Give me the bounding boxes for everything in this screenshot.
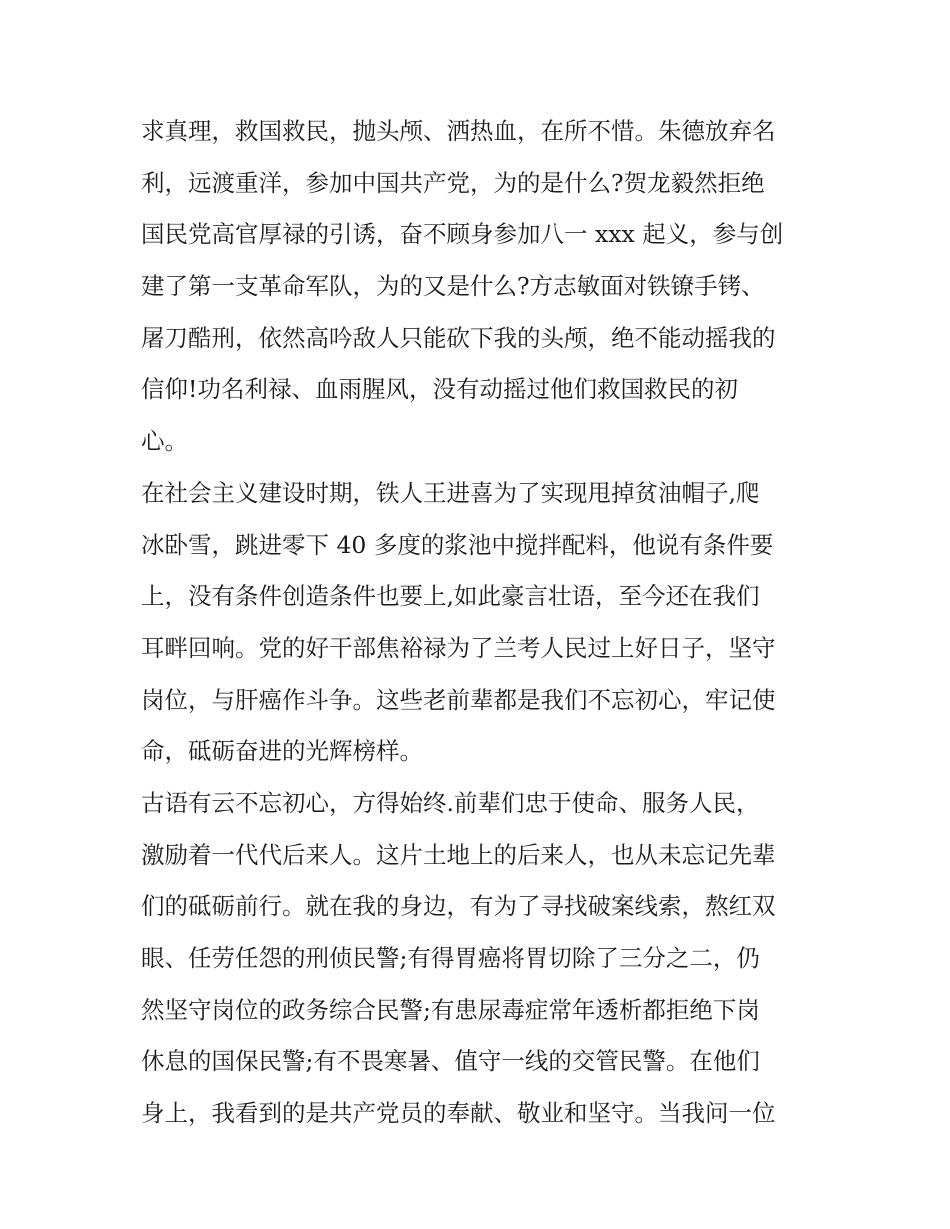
text-line-20: 身上，我看到的是共产党员的奉献、敬业和坚守。当我问一位 xyxy=(141,1099,776,1128)
text-line-12: 岗位，与肝癌作斗争。这些老前辈都是我们不忘初心，牢记使 xyxy=(141,685,776,714)
text-line-11: 耳畔回响。党的好干部焦裕禄为了兰考人民过上好日子，坚守 xyxy=(141,633,776,662)
text-line-9: 冰卧雪，跳进零下 40 多度的浆池中搅拌配料，他说有条件要 xyxy=(141,530,774,559)
body-text xyxy=(141,106,821,1140)
text-line-17: 眼、任劳任怨的刑侦民警;有得胃癌将胃切除了三分之二，仍 xyxy=(141,944,760,972)
text-line-15: 激励着一代代后来人。这片土地上的后来人，也从未忘记先辈 xyxy=(141,840,776,869)
text-line-5: 屠刀酷刑，依然高吟敌人只能砍下我的头颅，绝不能动摇我的 xyxy=(141,323,776,352)
text-line-18: 然坚守岗位的政务综合民警;有患尿毒症常年透析都拒绝下岗 xyxy=(141,995,760,1024)
text-line-6: 信仰!功名利禄、血雨腥风，没有动摇过他们救国救民的初 xyxy=(141,375,738,404)
text-line-19: 休息的国保民警;有不畏寒暑、值守一线的交管民警。在他们 xyxy=(141,1047,760,1076)
text-line-13: 命，砥砺奋进的光辉榜样。 xyxy=(141,737,423,766)
text-line-1: 求真理，救国救民，抛头颅、洒热血，在所不惜。朱德放弃名 xyxy=(141,117,776,145)
text-line-7: 心。 xyxy=(141,427,188,456)
text-line-3: 国民党高官厚禄的引诱，奋不顾身参加八一 xxx 起义，参与创 xyxy=(141,220,784,249)
text-line-14: 古语有云不忘初心，方得始终.前辈们忠于使命、服务人民， xyxy=(141,788,760,817)
text-line-10: 上，没有条件创造条件也要上,如此豪言壮语，至今还在我们 xyxy=(141,582,760,611)
text-line-8: 在社会主义建设时期，铁人王进喜为了实现甩掉贫油帽子,爬 xyxy=(141,478,760,507)
text-line-4: 建了第一支革命军队，为的又是什么?方志敏面对铁镣手铐、 xyxy=(141,272,765,301)
text-line-2: 利，远渡重洋，参加中国共产党，为的是什么?贺龙毅然拒绝 xyxy=(141,168,765,197)
text-line-16: 们的砥砺前行。就在我的身边，有为了寻找破案线索，熬红双 xyxy=(141,892,776,921)
